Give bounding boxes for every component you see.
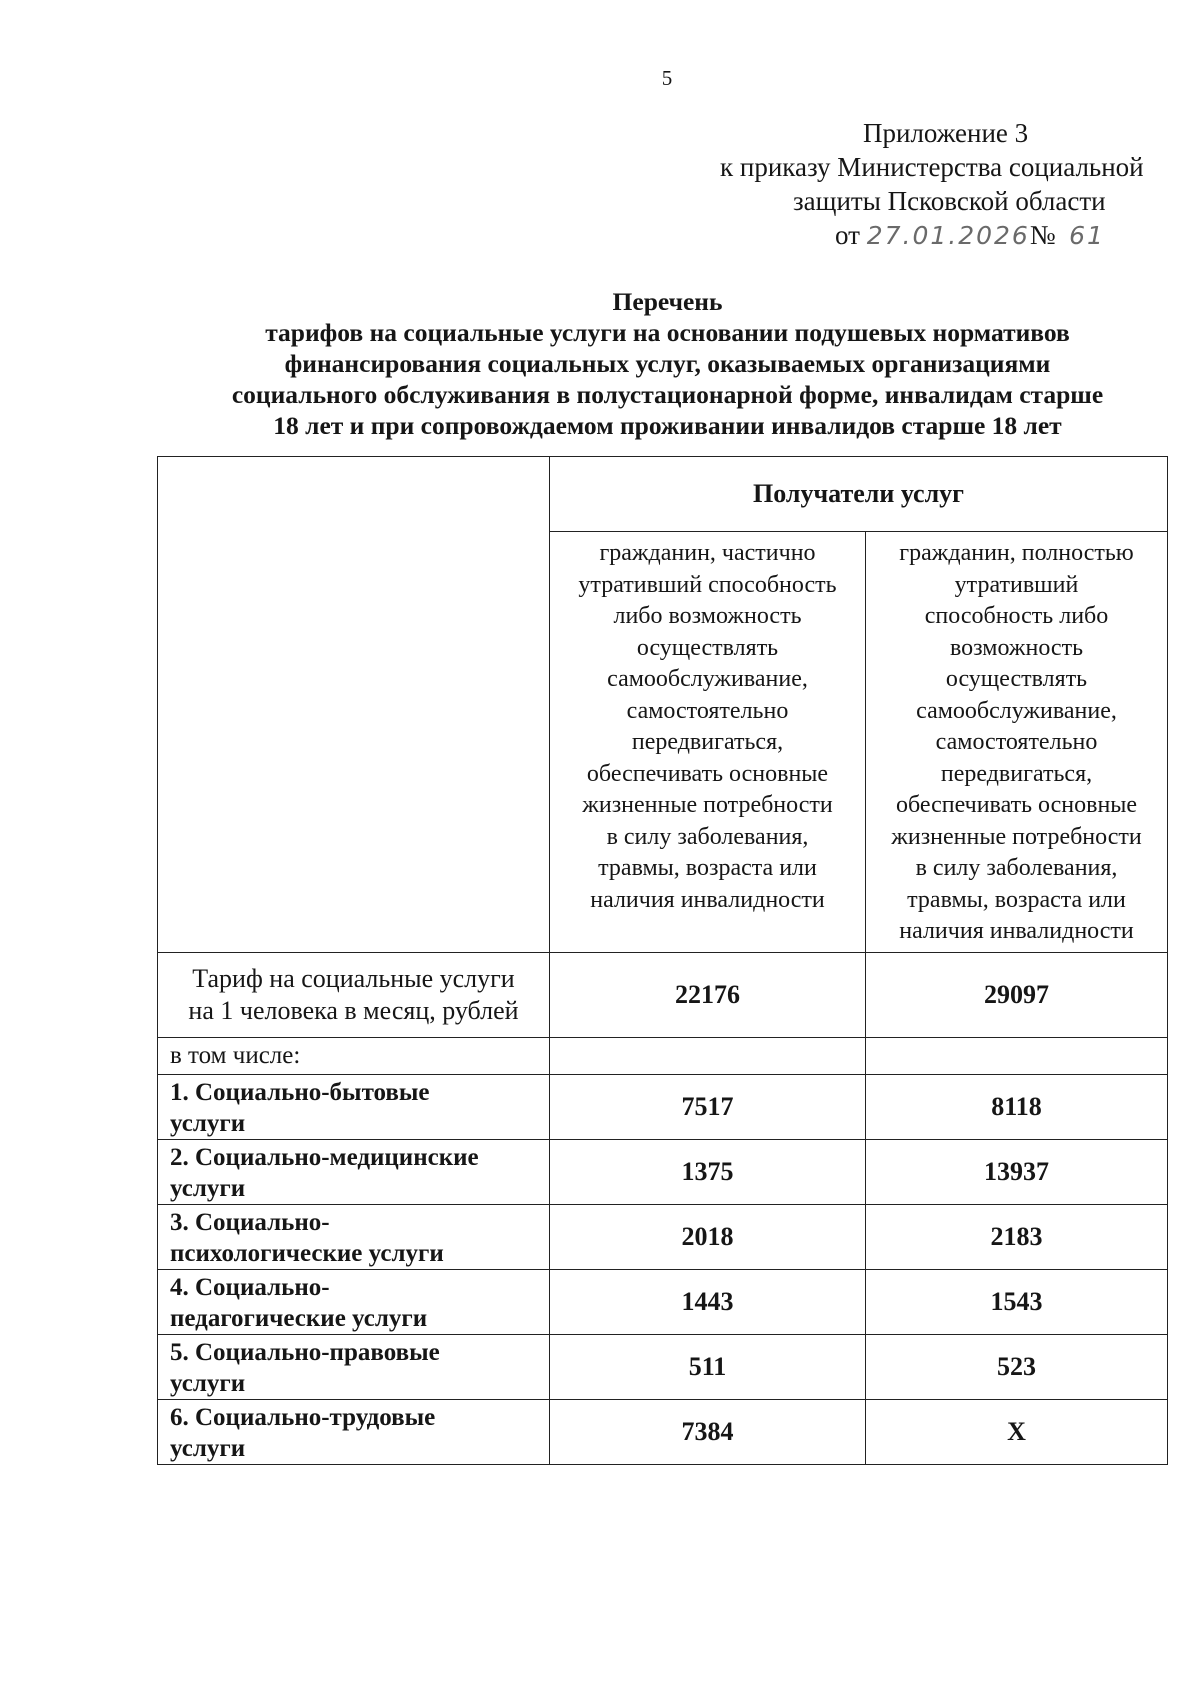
category-partial-line: самообслуживание,: [607, 666, 808, 692]
category-full-line: наличия инвалидности: [899, 918, 1134, 944]
category-partial-line: травмы, возраста или: [598, 855, 817, 881]
category-partial-line: либо возможность: [613, 603, 802, 629]
category-full: [866, 532, 1168, 953]
table-row: [158, 1334, 1168, 1399]
service-full-value: 8118: [866, 1074, 1168, 1139]
table-row: [158, 1139, 1168, 1204]
service-partial-value: 1443: [550, 1269, 866, 1334]
service-label-line: 3. Социально-: [170, 1208, 330, 1236]
title-line-4: 18 лет и при сопровождаемом проживании инвалидов старше 18 лет: [273, 411, 1062, 440]
service-label-line: 1. Социально-бытовые: [170, 1078, 430, 1106]
including-label: в том числе:: [158, 1037, 550, 1074]
document-title: [160, 286, 1175, 441]
category-full-line: возможность: [950, 634, 1084, 661]
tariff-label-line: Тариф на социальные услуги: [192, 963, 515, 993]
tariff-label-line: на 1 человека в месяц, рублей: [188, 995, 519, 1025]
service-label-line: психологические услуги: [170, 1239, 444, 1267]
category-full-line: самостоятельно: [935, 729, 1098, 755]
date-prefix: от: [835, 220, 860, 250]
service-label: [158, 1204, 550, 1269]
category-partial-line: утративший способность: [578, 571, 837, 598]
appendix-ministry-region: защиты Псковской области: [793, 186, 1106, 216]
tariff-total-row: [158, 952, 1168, 1037]
service-full-value: Х: [866, 1399, 1168, 1464]
service-partial-value: 7384: [550, 1399, 866, 1464]
tariff-total-full: 29097: [866, 952, 1168, 1037]
tariff-total-partial: 22176: [550, 952, 866, 1037]
number-sign: №: [1029, 220, 1056, 250]
service-label: [158, 1074, 550, 1139]
category-full-line: самообслуживание,: [916, 697, 1117, 724]
category-full-line: осуществлять: [945, 666, 1088, 692]
category-full-line: травмы, возраста или: [907, 886, 1126, 913]
category-partial-line: жизненные потребности: [582, 792, 833, 818]
empty-corner-cell: [158, 457, 550, 953]
category-full-line: утративший: [954, 571, 1079, 598]
service-label: [158, 1139, 550, 1204]
handwritten-number: 61: [1069, 221, 1105, 250]
service-label-line: услуги: [170, 1174, 246, 1202]
tariffs-table: [157, 456, 1168, 1465]
title-heading: Перечень: [612, 287, 723, 316]
table-row: [158, 1269, 1168, 1334]
title-line-2: финансирования социальных услуг, оказываемых организациями: [284, 349, 1051, 378]
category-partial-line: обеспечивать основные: [586, 760, 829, 787]
service-label: [158, 1399, 550, 1464]
category-partial: [550, 532, 866, 953]
table-row: [158, 1204, 1168, 1269]
empty-cell: [866, 1037, 1168, 1074]
empty-cell: [550, 1037, 866, 1074]
category-partial-line: в силу заболевания,: [606, 823, 809, 850]
category-full-line: гражданин, полностью: [899, 540, 1134, 566]
service-label-line: 5. Социально-правовые: [170, 1338, 440, 1366]
category-full-line: жизненные потребности: [891, 823, 1142, 850]
service-partial-value: 1375: [550, 1139, 866, 1204]
service-full-value: 2183: [866, 1204, 1168, 1269]
service-full-value: 1543: [866, 1269, 1168, 1334]
category-partial-line: осуществлять: [636, 634, 779, 661]
handwritten-date: 27.01.2026: [866, 221, 1030, 250]
category-partial-line: передвигаться,: [631, 729, 784, 755]
category-full-line: передвигаться,: [940, 760, 1093, 787]
category-partial-line: самостоятельно: [626, 697, 789, 724]
title-line-3: социального обслуживания в полустационарной форме, инвалидам старше: [231, 380, 1104, 409]
service-label: [158, 1269, 550, 1334]
service-label-line: педагогические услуги: [170, 1304, 428, 1332]
category-full-line: обеспечивать основные: [895, 792, 1138, 818]
table-row: [158, 1074, 1168, 1139]
table-row: [158, 1399, 1168, 1464]
category-partial-line: гражданин, частично: [599, 540, 816, 566]
appendix-date-line: [835, 218, 1105, 253]
service-label-line: 2. Социально-медицинские: [170, 1143, 479, 1171]
service-label-line: услуги: [170, 1109, 246, 1137]
service-partial-value: 7517: [550, 1074, 866, 1139]
recipients-header: Получатели услуг: [550, 457, 1168, 532]
appendix-title: Приложение 3: [863, 118, 1029, 148]
service-label-line: услуги: [170, 1369, 246, 1397]
appendix-order-ref: к приказу Министерства социальной: [720, 152, 1144, 182]
title-line-1: тарифов на социальные услуги на основании подушевых нормативов: [265, 318, 1070, 347]
category-full-line: способность либо: [924, 603, 1109, 629]
tariff-total-label: [158, 952, 550, 1037]
service-partial-value: 2018: [550, 1204, 866, 1269]
service-partial-value: 511: [550, 1334, 866, 1399]
page-number: 5: [661, 66, 673, 90]
service-label-line: услуги: [170, 1434, 246, 1462]
service-label-line: 4. Социально-: [170, 1273, 330, 1301]
table-header-row: [158, 457, 1168, 532]
service-label: [158, 1334, 550, 1399]
service-label-line: 6. Социально-трудовые: [170, 1403, 436, 1431]
including-row: [158, 1037, 1168, 1074]
category-full-line: в силу заболевания,: [915, 855, 1118, 881]
service-full-value: 13937: [866, 1139, 1168, 1204]
category-partial-line: наличия инвалидности: [590, 886, 825, 913]
service-full-value: 523: [866, 1334, 1168, 1399]
